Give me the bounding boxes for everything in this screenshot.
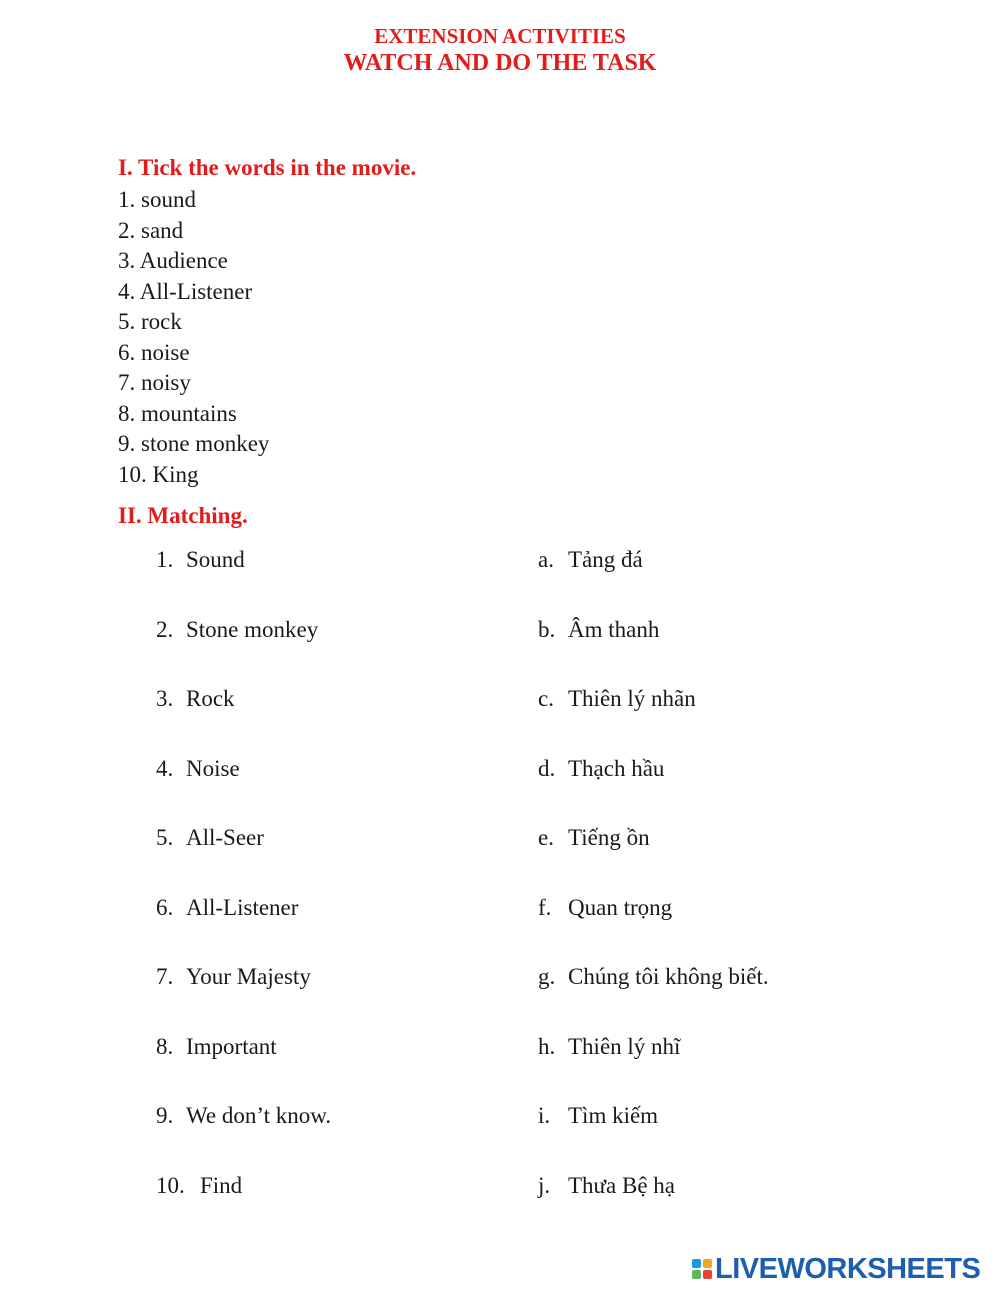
matching-left-column xyxy=(156,545,331,1240)
logo-square xyxy=(703,1270,712,1279)
list-item: 1. sound xyxy=(118,187,196,212)
matching-left-item xyxy=(156,1101,331,1171)
matching-right-item xyxy=(538,684,769,754)
matching-left-item xyxy=(156,545,331,615)
matching-right-item xyxy=(538,1032,769,1102)
item-letter: g. xyxy=(538,964,556,989)
item-number: 6. xyxy=(156,894,174,920)
list-item: 10. King xyxy=(118,461,199,487)
liveworksheets-logo-icon xyxy=(692,1259,712,1279)
matching-right-item xyxy=(538,1101,769,1171)
list-item: 5. rock xyxy=(118,309,182,334)
item-letter: f. xyxy=(538,894,552,920)
item-letter: j. xyxy=(538,1172,551,1198)
item-letter: d. xyxy=(538,755,556,781)
logo-square xyxy=(703,1259,712,1268)
item-text: Your Majesty xyxy=(186,964,311,989)
item-number: 1. xyxy=(156,547,174,572)
item-letter: a. xyxy=(538,547,554,572)
item-number: 9. xyxy=(156,1103,174,1128)
item-letter: i. xyxy=(538,1103,551,1128)
item-text: All-Seer xyxy=(186,825,264,850)
logo-square xyxy=(692,1270,701,1279)
item-text: Thạch hầu xyxy=(568,755,665,781)
list-item: 7. noisy xyxy=(118,370,191,395)
item-text: Quan trọng xyxy=(568,894,673,920)
item-text: Âm thanh xyxy=(568,616,660,642)
item-number: 3. xyxy=(156,686,174,711)
logo-text: LIVEWORKSHEETS xyxy=(715,1252,981,1285)
item-text: All-Listener xyxy=(186,894,299,920)
document-subtitle: EXTENSION ACTIVITIES xyxy=(374,24,626,48)
section-2-heading: II. Matching. xyxy=(118,503,248,528)
item-letter: h. xyxy=(538,1033,556,1059)
list-item: 4. All-Listener xyxy=(118,278,253,304)
matching-left-item xyxy=(156,1171,331,1241)
matching-left-item xyxy=(156,962,331,1032)
item-text: Noise xyxy=(186,755,240,781)
matching-right-item xyxy=(538,615,769,685)
item-text: Rock xyxy=(186,686,235,711)
matching-right-column xyxy=(538,545,769,1240)
item-text: Thiên lý nhãn xyxy=(568,686,696,711)
item-text: Sound xyxy=(186,547,245,572)
matching-left-item xyxy=(156,615,331,685)
logo-square xyxy=(692,1259,701,1268)
item-number: 2. xyxy=(156,616,174,642)
item-text: Tảng đá xyxy=(568,547,643,572)
item-text: Tìm kiếm xyxy=(568,1103,659,1128)
list-item: 6. noise xyxy=(118,339,190,365)
item-text: Find xyxy=(200,1172,243,1198)
item-letter: c. xyxy=(538,686,554,711)
item-number: 8. xyxy=(156,1033,174,1059)
tick-word-list xyxy=(118,185,269,490)
item-text: Tiếng ồn xyxy=(568,825,650,850)
list-item: 3. Audience xyxy=(118,248,228,273)
item-letter: b. xyxy=(538,616,556,642)
item-number: 4. xyxy=(156,755,174,781)
item-number: 10. xyxy=(156,1172,185,1198)
matching-right-item xyxy=(538,893,769,963)
list-item: 8. mountains xyxy=(118,400,237,426)
item-text: Stone monkey xyxy=(186,616,319,642)
matching-left-item xyxy=(156,823,331,893)
item-text: Thiên lý nhĩ xyxy=(568,1033,681,1059)
item-text: Important xyxy=(186,1033,277,1059)
matching-right-item xyxy=(538,545,769,615)
matching-left-item xyxy=(156,754,331,824)
item-text: Thưa Bệ hạ xyxy=(568,1172,675,1198)
matching-left-item xyxy=(156,684,331,754)
matching-right-item xyxy=(538,754,769,824)
list-item: 2. sand xyxy=(118,217,184,243)
item-number: 7. xyxy=(156,964,174,989)
document-title: WATCH AND DO THE TASK xyxy=(343,50,657,76)
matching-right-item xyxy=(538,823,769,893)
liveworksheets-logo xyxy=(692,1252,980,1286)
item-letter: e. xyxy=(538,825,554,850)
matching-left-item xyxy=(156,1032,331,1102)
list-item: 9. stone monkey xyxy=(118,431,270,456)
item-text: Chúng tôi không biết. xyxy=(568,964,769,989)
matching-right-item xyxy=(538,1171,769,1241)
item-number: 5. xyxy=(156,825,174,850)
matching-right-item xyxy=(538,962,769,1032)
matching-left-item xyxy=(156,893,331,963)
item-text: We don’t know. xyxy=(186,1103,332,1128)
section-1-heading: I. Tick the words in the movie. xyxy=(118,155,417,180)
